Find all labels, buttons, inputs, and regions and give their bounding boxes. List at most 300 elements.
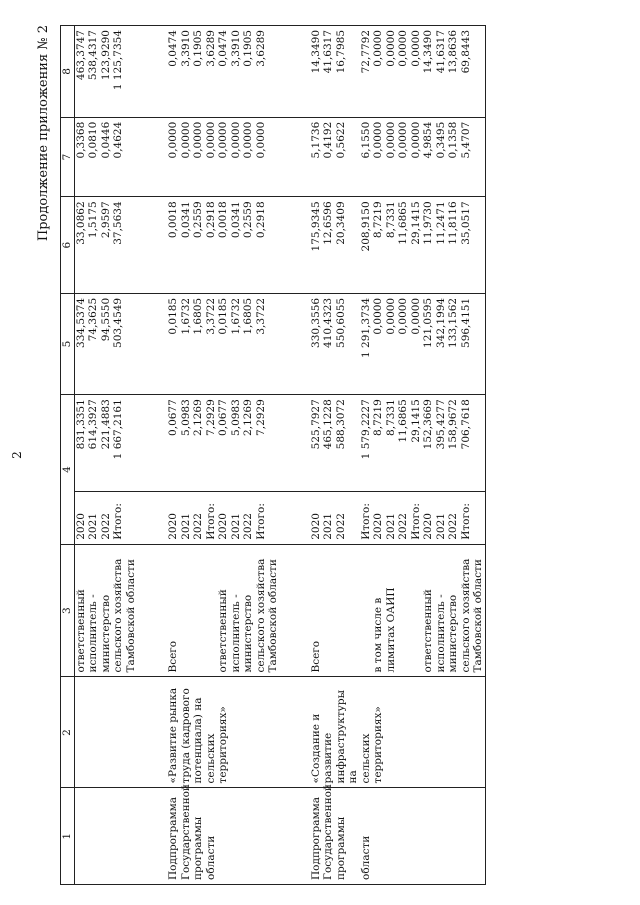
cell-c2 xyxy=(397,677,410,788)
table-row xyxy=(322,26,335,885)
cell-c1 xyxy=(74,788,87,885)
budget-table xyxy=(60,25,486,885)
cell-c2 xyxy=(460,677,473,788)
spacer-row xyxy=(137,26,167,885)
table-row xyxy=(217,26,230,885)
cell-v4 xyxy=(472,395,485,492)
cell-v6: 0,2559 xyxy=(242,197,255,294)
cell-v8: 3,3910 xyxy=(180,26,193,118)
cell-v7: 0,1358 xyxy=(447,117,460,197)
cell-v8: 0,1905 xyxy=(192,26,205,118)
table-row xyxy=(87,26,100,885)
table-row xyxy=(447,26,460,885)
cell-v5: 133,1562 xyxy=(447,293,460,394)
cell-v6: 29,1415 xyxy=(410,197,423,294)
cell-v7: 0,0000 xyxy=(205,117,218,197)
cell-v4: 8,7331 xyxy=(385,395,398,492)
cell-yr: 2020 xyxy=(74,491,87,544)
cell-c1 xyxy=(125,788,138,885)
cell-c1 xyxy=(255,788,268,885)
cell-v8: 0,1905 xyxy=(242,26,255,118)
cell-v6 xyxy=(267,197,280,294)
cell-v7: 0,0000 xyxy=(217,117,230,197)
cell-v7: 0,0000 xyxy=(255,117,268,197)
cell-yr: 2022 xyxy=(335,491,360,544)
header-cell: 3 xyxy=(61,544,75,677)
cell-v4: 2,1269 xyxy=(192,395,205,492)
table-row xyxy=(230,26,243,885)
cell-c3 xyxy=(335,544,360,677)
table-row xyxy=(255,26,268,885)
cell-v7 xyxy=(472,117,485,197)
table-row xyxy=(180,26,193,885)
cell-v8: 0,0474 xyxy=(217,26,230,118)
cell-v7: 6,1550 xyxy=(360,117,373,197)
cell-yr: 2022 xyxy=(397,491,410,544)
cell-v4: 221,4883 xyxy=(100,395,113,492)
table-row xyxy=(267,26,280,885)
cell-v5: 0,0000 xyxy=(372,293,385,394)
table-cell xyxy=(137,197,167,294)
cell-v5: 503,4549 xyxy=(112,293,125,394)
cell-v8: 0,0000 xyxy=(372,26,385,118)
continuation-title: Продолжение приложения № 2 xyxy=(36,25,51,242)
cell-c3: сельского хозяйства xyxy=(255,544,268,677)
cell-c2 xyxy=(74,677,87,788)
cell-c3: Тамбовской области xyxy=(125,544,138,677)
cell-c3: министерство xyxy=(242,544,255,677)
cell-c3: ответственный xyxy=(74,544,87,677)
cell-v6: 37,5634 xyxy=(112,197,125,294)
table-cell xyxy=(137,293,167,394)
cell-yr: 2021 xyxy=(230,491,243,544)
cell-c1: области xyxy=(360,788,373,885)
cell-v7: 0,0000 xyxy=(167,117,180,197)
cell-v4: 29,1415 xyxy=(410,395,423,492)
table-body xyxy=(74,26,485,885)
table-row xyxy=(242,26,255,885)
cell-v6: 11,6865 xyxy=(397,197,410,294)
cell-v7: 4,9854 xyxy=(422,117,435,197)
cell-c2 xyxy=(255,677,268,788)
cell-v6: 175,9345 xyxy=(310,197,323,294)
cell-c1 xyxy=(385,788,398,885)
table-cell xyxy=(137,117,167,197)
cell-yr: 2020 xyxy=(422,491,435,544)
cell-v8: 123,9290 xyxy=(100,26,113,118)
cell-v5: 410,4323 xyxy=(322,293,335,394)
table-cell xyxy=(137,544,167,677)
cell-c2 xyxy=(242,677,255,788)
table-row xyxy=(167,26,180,885)
cell-v8: 72,7792 xyxy=(360,26,373,118)
cell-v8: 0,0474 xyxy=(167,26,180,118)
cell-yr: Итого: xyxy=(460,491,473,544)
cell-yr: 2021 xyxy=(385,491,398,544)
cell-v7: 0,4624 xyxy=(112,117,125,197)
cell-yr xyxy=(267,491,280,544)
cell-c3: сельского хозяйства xyxy=(460,544,473,677)
cell-yr xyxy=(472,491,485,544)
cell-c3: Всего xyxy=(167,544,180,677)
cell-v6: 8,7331 xyxy=(385,197,398,294)
cell-v8: 0,0000 xyxy=(410,26,423,118)
cell-v7: 5,1736 xyxy=(310,117,323,197)
cell-v5: 342,1994 xyxy=(435,293,448,394)
cell-v5: 1,6732 xyxy=(230,293,243,394)
table-row xyxy=(112,26,125,885)
table-cell xyxy=(280,395,310,492)
table-cell xyxy=(280,197,310,294)
cell-c1: Государственной xyxy=(180,788,193,885)
cell-v8: 3,6289 xyxy=(255,26,268,118)
cell-v4: 706,7618 xyxy=(460,395,473,492)
cell-c3: ответственный xyxy=(217,544,230,677)
cell-v5: 0,0185 xyxy=(167,293,180,394)
cell-v5 xyxy=(125,293,138,394)
cell-c1: программы xyxy=(192,788,205,885)
cell-v5: 0,0000 xyxy=(385,293,398,394)
cell-c1 xyxy=(100,788,113,885)
cell-c3: в том числе в xyxy=(372,544,385,677)
cell-v8: 0,0000 xyxy=(397,26,410,118)
table-row xyxy=(422,26,435,885)
cell-c1 xyxy=(230,788,243,885)
cell-c3: министерство xyxy=(100,544,113,677)
cell-c2 xyxy=(87,677,100,788)
cell-v4: 7,2929 xyxy=(255,395,268,492)
cell-c1 xyxy=(435,788,448,885)
cell-v6: 11,9730 xyxy=(422,197,435,294)
cell-v6: 0,2918 xyxy=(205,197,218,294)
cell-v4: 465,1228 xyxy=(322,395,335,492)
cell-c3: Всего xyxy=(310,544,323,677)
cell-v6: 20,3409 xyxy=(335,197,360,294)
cell-yr: 2021 xyxy=(180,491,193,544)
header-cell: 5 xyxy=(61,293,75,394)
table-cell xyxy=(280,117,310,197)
cell-v6: 0,0341 xyxy=(180,197,193,294)
cell-v7: 0,0446 xyxy=(100,117,113,197)
cell-yr xyxy=(125,491,138,544)
cell-v6: 8,7219 xyxy=(372,197,385,294)
header-cell: 2 xyxy=(61,677,75,788)
cell-c1: Государственной xyxy=(322,788,335,885)
cell-v5: 121,0595 xyxy=(422,293,435,394)
cell-c2: сельских xyxy=(360,677,373,788)
cell-yr: 2021 xyxy=(87,491,100,544)
cell-v4: 7,2929 xyxy=(205,395,218,492)
cell-v8: 13,8636 xyxy=(447,26,460,118)
cell-c3 xyxy=(322,544,335,677)
cell-c2 xyxy=(385,677,398,788)
cell-v4: 158,9672 xyxy=(447,395,460,492)
header-row xyxy=(61,26,75,885)
cell-v5: 74,3625 xyxy=(87,293,100,394)
cell-v5: 0,0000 xyxy=(410,293,423,394)
cell-v5: 334,5374 xyxy=(74,293,87,394)
cell-v6: 11,8116 xyxy=(447,197,460,294)
cell-c2: развитие xyxy=(322,677,335,788)
cell-v6: 0,0341 xyxy=(230,197,243,294)
cell-v5: 1 291,3734 xyxy=(360,293,373,394)
cell-c1 xyxy=(87,788,100,885)
cell-v4: 11,6865 xyxy=(397,395,410,492)
cell-yr: 2020 xyxy=(167,491,180,544)
cell-v5: 0,0185 xyxy=(217,293,230,394)
table-row xyxy=(360,26,373,885)
cell-yr: Итого: xyxy=(255,491,268,544)
cell-c3 xyxy=(397,544,410,677)
cell-yr: 2021 xyxy=(322,491,335,544)
cell-v8: 14,3490 xyxy=(310,26,323,118)
cell-v8 xyxy=(125,26,138,118)
cell-c3: исполнитель - xyxy=(87,544,100,677)
cell-c2 xyxy=(472,677,485,788)
cell-v8: 3,6289 xyxy=(205,26,218,118)
cell-c1 xyxy=(422,788,435,885)
cell-c2 xyxy=(112,677,125,788)
table-row xyxy=(74,26,87,885)
cell-c1: программы xyxy=(335,788,360,885)
cell-v6: 0,2918 xyxy=(255,197,268,294)
cell-c2: труда (кадрового xyxy=(180,677,193,788)
table-row xyxy=(460,26,473,885)
cell-yr: Итого: xyxy=(205,491,218,544)
cell-v4: 0,0677 xyxy=(217,395,230,492)
cell-v7: 0,0810 xyxy=(87,117,100,197)
table-cell xyxy=(280,491,310,544)
cell-v4: 8,7219 xyxy=(372,395,385,492)
cell-v6 xyxy=(472,197,485,294)
cell-v6: 2,9597 xyxy=(100,197,113,294)
cell-v6: 11,2471 xyxy=(435,197,448,294)
cell-v5 xyxy=(472,293,485,394)
cell-yr: 2020 xyxy=(217,491,230,544)
cell-c1: Подпрограмма xyxy=(310,788,323,885)
cell-yr: 2022 xyxy=(447,491,460,544)
table-cell xyxy=(137,491,167,544)
cell-c2: инфраструктуры на xyxy=(335,677,360,788)
cell-c1: Подпрограмма xyxy=(167,788,180,885)
cell-c2 xyxy=(230,677,243,788)
cell-c2 xyxy=(100,677,113,788)
cell-yr: Итого: xyxy=(112,491,125,544)
cell-c1 xyxy=(447,788,460,885)
table-row xyxy=(372,26,385,885)
cell-yr: 2022 xyxy=(192,491,205,544)
table-row xyxy=(125,26,138,885)
cell-c1 xyxy=(397,788,410,885)
cell-v7: 0,0000 xyxy=(180,117,193,197)
cell-v4: 152,3669 xyxy=(422,395,435,492)
cell-v4: 1 667,2161 xyxy=(112,395,125,492)
cell-v7: 0,3368 xyxy=(74,117,87,197)
cell-c3: Тамбовской области xyxy=(472,544,485,677)
cell-c2 xyxy=(447,677,460,788)
cell-v7: 0,0000 xyxy=(372,117,385,197)
table-cell xyxy=(137,677,167,788)
cell-c3: ответственный xyxy=(422,544,435,677)
rotated-landscape-page xyxy=(10,25,610,885)
cell-v7: 0,3495 xyxy=(435,117,448,197)
cell-yr: Итого: xyxy=(410,491,423,544)
header-cell: 4 xyxy=(61,395,75,545)
table-cell xyxy=(137,26,167,118)
table-row xyxy=(410,26,423,885)
table-row xyxy=(472,26,485,885)
cell-v8: 538,4317 xyxy=(87,26,100,118)
cell-c3: лимитах ОАИП xyxy=(385,544,398,677)
cell-v8: 41,6317 xyxy=(322,26,335,118)
cell-v7: 0,0000 xyxy=(410,117,423,197)
table-cell xyxy=(280,544,310,677)
cell-c1: области xyxy=(205,788,218,885)
cell-v7: 0,4192 xyxy=(322,117,335,197)
table-cell xyxy=(137,395,167,492)
cell-c2: территориях» xyxy=(217,677,230,788)
cell-v5 xyxy=(267,293,280,394)
cell-c1 xyxy=(267,788,280,885)
cell-c2 xyxy=(435,677,448,788)
cell-c2 xyxy=(125,677,138,788)
cell-v4: 588,3072 xyxy=(335,395,360,492)
cell-v7: 0,0000 xyxy=(242,117,255,197)
cell-v5: 3,3722 xyxy=(205,293,218,394)
cell-v5: 0,0000 xyxy=(397,293,410,394)
cell-v4 xyxy=(125,395,138,492)
table-cell xyxy=(280,788,310,885)
cell-c3: сельского хозяйства xyxy=(112,544,125,677)
cell-v6: 35,0517 xyxy=(460,197,473,294)
cell-c3 xyxy=(410,544,423,677)
cell-v4: 831,3351 xyxy=(74,395,87,492)
cell-c1 xyxy=(242,788,255,885)
header-cell: 8 xyxy=(61,26,75,118)
table-row xyxy=(100,26,113,885)
cell-v7: 0,0000 xyxy=(192,117,205,197)
table-cell xyxy=(280,293,310,394)
cell-v8: 0,0000 xyxy=(385,26,398,118)
cell-c1 xyxy=(217,788,230,885)
cell-v8: 463,3747 xyxy=(74,26,87,118)
table-cell xyxy=(280,26,310,118)
cell-v7: 0,0000 xyxy=(230,117,243,197)
cell-v4: 5,0983 xyxy=(180,395,193,492)
cell-v5: 3,3722 xyxy=(255,293,268,394)
cell-c3 xyxy=(180,544,193,677)
cell-v4: 1 579,2227 xyxy=(360,395,373,492)
cell-c3: исполнитель - xyxy=(230,544,243,677)
table-row xyxy=(205,26,218,885)
cell-c2: территориях» xyxy=(372,677,385,788)
cell-v6: 0,0018 xyxy=(167,197,180,294)
cell-v6: 208,9150 xyxy=(360,197,373,294)
cell-v5: 94,5550 xyxy=(100,293,113,394)
cell-v4: 395,4277 xyxy=(435,395,448,492)
cell-v6 xyxy=(125,197,138,294)
cell-c2 xyxy=(410,677,423,788)
cell-v6: 1,5175 xyxy=(87,197,100,294)
cell-v5: 1,6732 xyxy=(180,293,193,394)
cell-c2 xyxy=(267,677,280,788)
cell-v8: 69,8443 xyxy=(460,26,473,118)
cell-yr: 2022 xyxy=(242,491,255,544)
cell-v8: 41,6317 xyxy=(435,26,448,118)
cell-v7: 0,0000 xyxy=(397,117,410,197)
header-cell: 7 xyxy=(61,117,75,197)
cell-v8: 16,7985 xyxy=(335,26,360,118)
header-cell: 6 xyxy=(61,197,75,294)
cell-c2: «Развитие рынка xyxy=(167,677,180,788)
cell-c1 xyxy=(460,788,473,885)
cell-v7: 0,0000 xyxy=(385,117,398,197)
cell-v6: 33,0862 xyxy=(74,197,87,294)
page-number: 2 xyxy=(10,451,24,459)
cell-v5: 1,6805 xyxy=(242,293,255,394)
cell-c1 xyxy=(410,788,423,885)
cell-v5: 330,3556 xyxy=(310,293,323,394)
cell-v7 xyxy=(267,117,280,197)
cell-c3: исполнитель - xyxy=(435,544,448,677)
cell-c2: потенциала) на xyxy=(192,677,205,788)
spacer-row xyxy=(280,26,310,885)
table-row xyxy=(335,26,360,885)
cell-c1 xyxy=(372,788,385,885)
cell-c3 xyxy=(360,544,373,677)
cell-v6: 0,2559 xyxy=(192,197,205,294)
cell-v4: 2,1269 xyxy=(242,395,255,492)
cell-v5: 596,4151 xyxy=(460,293,473,394)
cell-v4: 614,3927 xyxy=(87,395,100,492)
table-row xyxy=(310,26,323,885)
table-cell xyxy=(280,677,310,788)
cell-c3 xyxy=(192,544,205,677)
cell-v7: 5,4707 xyxy=(460,117,473,197)
header-cell: 1 xyxy=(61,788,75,885)
cell-yr: Итого: xyxy=(360,491,373,544)
cell-yr: 2020 xyxy=(310,491,323,544)
cell-v8 xyxy=(472,26,485,118)
table-row xyxy=(397,26,410,885)
cell-v4 xyxy=(267,395,280,492)
cell-v6: 0,0018 xyxy=(217,197,230,294)
cell-v4: 5,0983 xyxy=(230,395,243,492)
cell-v7: 0,5622 xyxy=(335,117,360,197)
cell-yr: 2021 xyxy=(435,491,448,544)
table-row xyxy=(435,26,448,885)
cell-v5: 1,6805 xyxy=(192,293,205,394)
cell-v5: 550,6055 xyxy=(335,293,360,394)
cell-c2 xyxy=(422,677,435,788)
cell-c2: «Создание и xyxy=(310,677,323,788)
cell-c1 xyxy=(472,788,485,885)
cell-yr: 2022 xyxy=(100,491,113,544)
cell-yr: 2020 xyxy=(372,491,385,544)
table-row xyxy=(385,26,398,885)
cell-c3 xyxy=(205,544,218,677)
cell-c2: сельских xyxy=(205,677,218,788)
cell-c1 xyxy=(112,788,125,885)
cell-v8: 3,3910 xyxy=(230,26,243,118)
cell-v6: 12,6596 xyxy=(322,197,335,294)
cell-v4: 0,0677 xyxy=(167,395,180,492)
cell-v7 xyxy=(125,117,138,197)
table-row xyxy=(192,26,205,885)
table-cell xyxy=(137,788,167,885)
cell-c3: Тамбовской области xyxy=(267,544,280,677)
cell-v4: 525,7927 xyxy=(310,395,323,492)
